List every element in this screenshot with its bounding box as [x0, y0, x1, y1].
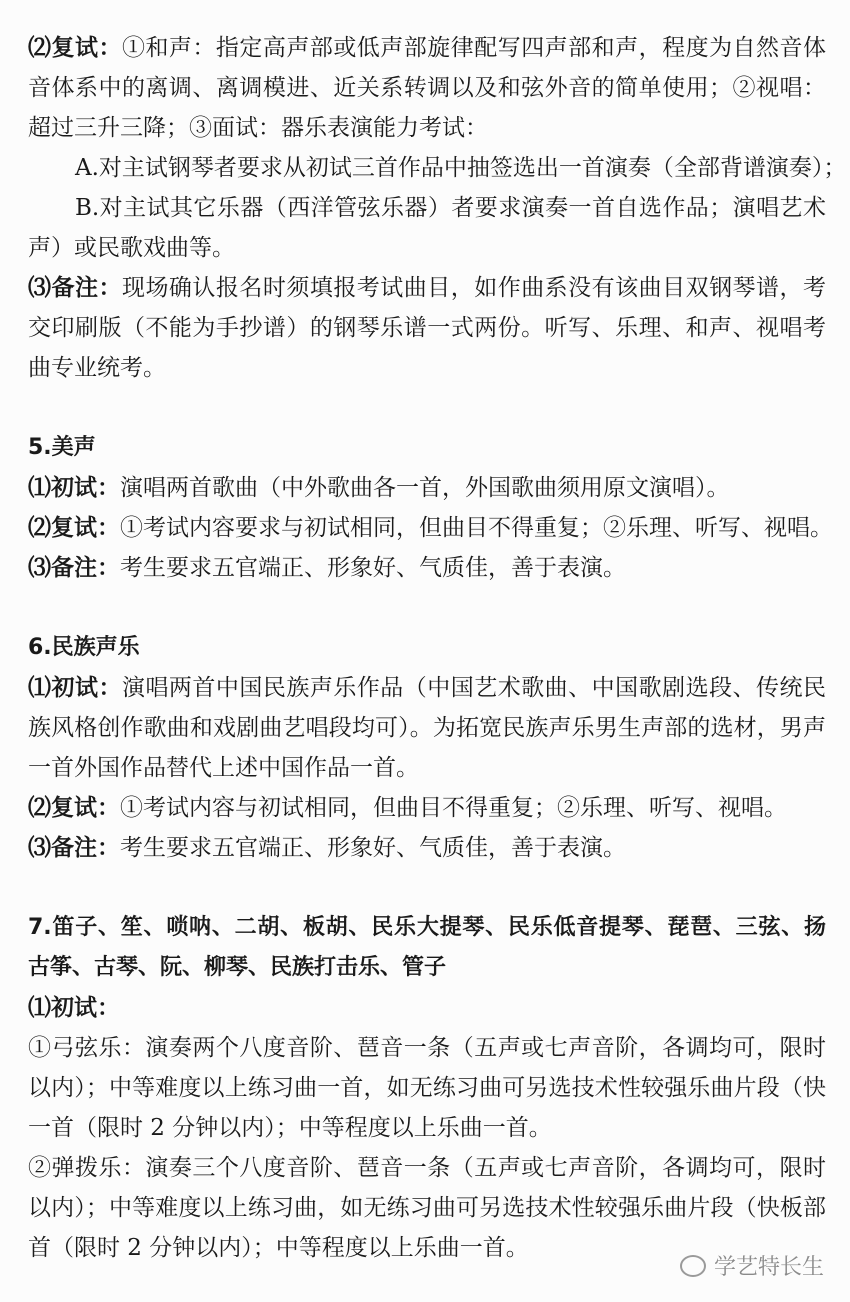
blank-line	[28, 588, 826, 628]
text-line	[28, 508, 833, 548]
line-text: ②弹拨乐：演奏三个八度音阶、琶音一条（五声或七声音阶，各调均可，限时	[28, 1155, 826, 1181]
text-line	[28, 708, 826, 748]
line-text: 演唱两首歌曲（中外歌曲各一首，外国歌曲须用原文演唱）。	[120, 475, 730, 501]
text-line	[28, 988, 826, 1028]
line-text: 一首外国作品替代上述中国作品一首。	[28, 755, 419, 781]
section-heading	[28, 908, 826, 948]
text-line	[28, 268, 826, 308]
item-label: ⑵复试：	[28, 515, 120, 541]
line-text: 考生要求五官端正、形象好、气质佳，善于表演。	[120, 835, 626, 861]
item-label: ⑴初试：	[28, 475, 120, 501]
watermark-text: 学艺特长生	[713, 1255, 824, 1280]
blank-line	[28, 388, 826, 428]
line-text: 现场确认报名时须填报考试曲目，如作曲系没有该曲目双钢琴谱，考	[121, 275, 826, 301]
wechat-icon	[680, 1255, 706, 1277]
section-heading	[28, 948, 826, 988]
line-text: ①弓弦乐：演奏两个八度音阶、琶音一条（五声或七声音阶，各调均可，限时	[28, 1035, 826, 1061]
watermark	[680, 1250, 824, 1281]
text-line	[28, 148, 847, 188]
blank-line	[28, 868, 826, 908]
line-text: 以内）；中等难度以上练习曲一首，如无练习曲可另选技术性较强乐曲片段（快	[28, 1075, 826, 1101]
line-text: 曲专业统考。	[28, 355, 166, 381]
text-line	[28, 748, 826, 788]
line-text: 族风格创作歌曲和戏剧曲艺唱段均可）。为拓宽民族声乐男生声部的选材，男声	[28, 715, 826, 741]
item-label: ⑶备注：	[28, 275, 122, 301]
text-line	[28, 1148, 826, 1188]
line-text: 一首（限时 2 分钟以内）；中等程度以上乐曲一首。	[28, 1115, 552, 1141]
line-text: 考生要求五官端正、形象好、气质佳，善于表演。	[120, 555, 626, 581]
text-line	[28, 348, 826, 388]
text-line	[28, 468, 826, 508]
item-label: ⑶备注：	[28, 555, 120, 581]
text-line	[28, 668, 826, 708]
section-heading	[28, 628, 826, 668]
item-label: ⑵复试：	[28, 795, 120, 821]
line-text: A.对主试钢琴者要求从初试三首作品中抽签选出一首演奏（全部背谱演奏）；	[75, 155, 847, 181]
line-text: 声）或民歌戏曲等。	[28, 235, 235, 261]
text-line	[28, 28, 826, 68]
line-text: ①和声：指定高声部或低声部旋律配写四声部和声，程度为自然音体	[121, 35, 826, 61]
line-text: 以内）；中等难度以上练习曲，如无练习曲可另选技术性较强乐曲片段（快板部	[28, 1195, 826, 1221]
line-text: B.对主试其它乐器（西洋管弦乐器）者要求演奏一首自选作品；演唱艺术	[75, 195, 826, 221]
item-label: ⑵复试：	[28, 35, 122, 61]
text-line	[28, 68, 826, 108]
line-text: 首（限时 2 分钟以内）；中等程度以上乐曲一首。	[28, 1235, 529, 1261]
text-line	[28, 308, 826, 348]
line-text: 演唱两首中国民族声乐作品（中国艺术歌曲、中国歌剧选段、传统民	[121, 675, 826, 701]
item-label: ⑴初试：	[28, 675, 122, 701]
text-line	[28, 108, 826, 148]
text-line	[28, 1028, 826, 1068]
line-text: ①考试内容要求与初试相同，但曲目不得重复；②乐理、听写、视唱。	[120, 515, 833, 541]
text-line	[28, 188, 826, 228]
line-text: 古筝、古琴、阮、柳琴、民族打击乐、管子	[28, 955, 447, 980]
text-line	[28, 1108, 826, 1148]
text-line	[28, 1188, 826, 1228]
line-text: 6.民族声乐	[28, 635, 140, 660]
text-line	[28, 828, 826, 868]
section-heading	[28, 428, 826, 468]
text-line	[28, 1068, 826, 1108]
line-text: 超过三升三降；③面试：器乐表演能力考试：	[28, 115, 488, 141]
item-label: ⑴初试：	[28, 995, 120, 1021]
line-text: 交印刷版（不能为手抄谱）的钢琴乐谱一式两份。听写、乐理、和声、视唱考	[28, 315, 826, 341]
line-text: 5.美声	[28, 435, 96, 460]
text-line	[28, 788, 826, 828]
item-label: ⑶备注：	[28, 835, 120, 861]
text-line	[28, 228, 826, 268]
line-text: 音体系中的离调、离调模进、近关系转调以及和弦外音的简单使用；②视唱：	[28, 75, 826, 101]
document-body	[28, 28, 847, 1268]
text-line	[28, 548, 826, 588]
line-text: ①考试内容与初试相同，但曲目不得重复；②乐理、听写、视唱。	[120, 795, 787, 821]
line-text: 7.笛子、笙、唢呐、二胡、板胡、民乐大提琴、民乐低音提琴、琵琶、三弦、扬	[28, 915, 826, 940]
